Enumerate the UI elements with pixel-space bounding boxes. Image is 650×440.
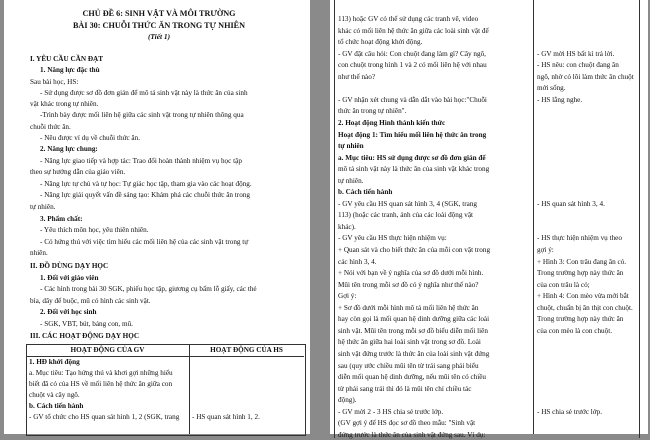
body-line: tự nhiên.: [30, 203, 56, 211]
table-gv-line: 2. Hoạt động Hình thành kiến thức: [338, 118, 446, 127]
table-hs-line: gợi ý:: [537, 246, 554, 254]
body-line: II. ĐỒ DÙNG DẠY HỌC: [30, 262, 109, 270]
body-line: -Trình bày được mối liên hệ giữa các sinh vật trong tự nhiên thông qua: [40, 111, 244, 119]
body-line: 2. Đối với học sinh: [40, 308, 97, 316]
body-line: III. CÁC HOẠT ĐỘNG DẠY HỌC: [30, 332, 140, 340]
table-header-rule: [26, 356, 304, 357]
table-gv-line: - GV đặt câu hỏi: Con chuột đang làm gì? Cây ngô,: [338, 49, 486, 58]
table-gv-line: - GV mời 2 - 3 HS chia sẻ trước lớp.: [338, 407, 444, 416]
table-gv-line: sinh vật đứng trước là thức ăn của loài sinh vật đứng: [338, 349, 490, 358]
body-line: I. YÊU CẦU CẦN ĐẠT: [30, 55, 104, 63]
table-gv-line: khác).: [338, 222, 356, 231]
table-gv-line: + Quan sát và cho biết thức ăn của mỗi con vật trong: [338, 246, 491, 254]
body-line: 2. Năng lực chung:: [40, 145, 98, 153]
page-2: [330, 0, 648, 439]
body-line: - SGK, VBT, bút, bảng con, mũ.: [40, 320, 133, 328]
table-divider: [189, 344, 190, 434]
table-hs-line: của con mèo là con chuột.: [537, 326, 613, 335]
table-gv-line: + Sơ đồ dưới mỗi hình mô tả mối liên hệ thức ăn: [338, 303, 479, 312]
body-line: 1. Đối với giáo viên: [40, 274, 99, 282]
table-hs-line: của con trâu là cỏ;: [537, 280, 590, 289]
table-hs-line: - HS chia sẻ trước lớp.: [537, 407, 602, 416]
table-gv-line: sau (quy ước chiều mũi tên từ trái sang phải biểu: [338, 361, 479, 370]
table-hs-line: Trong trường hợp này thức ăn: [537, 269, 624, 278]
body-line: - Các hình trong bài 30 SGK, phiếu học tập, giương cụ bấm lỗ giấy, các thẻ: [40, 285, 257, 293]
table-gv-line: tự nhiên: [338, 142, 364, 151]
table-gv-line: 113) hoặc GV có thể sử dụng các tranh vẽ, video: [338, 15, 479, 23]
table-divider: [533, 0, 534, 434]
table-gv-line: - GV yêu cầu HS thực hiện nhiệm vụ:: [338, 234, 447, 243]
body-line: Sau bài học, HS:: [30, 78, 79, 86]
table-hs-line: - HS nêu: con chuột đang ăn: [537, 61, 619, 70]
body-line: - Có hứng thú với việc tìm hiểu các mối liên hệ của các sinh vật trong tự: [40, 238, 249, 246]
table-gv-line: mô tả sinh vật này là thức ăn của sinh vật khác trong: [338, 165, 490, 174]
page-title-line: CHỦ ĐỀ 6: SINH VẬT VÀ MÔI TRƯỜNG: [82, 9, 236, 18]
table-gv-line: con chuột trong hình 1 và 2 có mối liên hệ với nhau: [338, 61, 487, 70]
table-gv-line: b. Cách tiến hành: [29, 402, 84, 410]
table-gv-line: hệ thức ăn giữa hai loài sinh vật trong sơ đồ. Loài: [338, 338, 481, 347]
table-gv-line: như thế nào?: [338, 72, 376, 81]
table-gv-line: - GV yêu cầu HS quan sát hình 3, 4 (SGK, trang: [338, 199, 478, 208]
table-gv-line: diễn mối quan hệ dinh dưỡng, nếu mũi tên có chiều: [338, 373, 487, 382]
page-title-line: (Tiết 1): [147, 32, 171, 41]
table-gv-line: động).: [338, 396, 357, 405]
table-gv-line: tổ chức hoạt động khởi động.: [338, 38, 423, 47]
table-hs-line: - HS quan sát hình 3, 4.: [537, 199, 605, 208]
body-line: - Năng lực tự chủ và tự học: Tự giác học tập, tham gia vào các hoạt động.: [40, 180, 252, 188]
table-gv-line: biết đã có của HS về mối liên hệ thức ăn giữa con: [29, 380, 173, 388]
table-hs-line: - GV mời HS bất kì trả lời.: [537, 49, 615, 58]
table-gv-line: sinh vật. Mũi tên trong mỗi sơ đồ biểu diễn mối liên: [338, 326, 488, 335]
table-gv-line: từ phải sang trái thì đó là mũi tên chỉ chiều tác: [338, 384, 472, 393]
table-gv-line: (GV gợi ý để HS đọc sơ đồ theo mẫu: "Sinh vật: [338, 419, 476, 428]
table-gv-line: a. Mục tiêu: HS sử dụng được sơ đồ đơn giản để: [338, 153, 486, 162]
body-line: chuỗi thức ăn.: [30, 123, 71, 131]
table-hs-line: - HS lắng nghe.: [537, 95, 583, 104]
table-gv-line: thức ăn trong tự nhiên".: [338, 107, 407, 116]
body-line: theo sự hướng dẫn của giáo viên.: [30, 168, 126, 176]
table-gv-line: tự nhiên.: [338, 176, 364, 185]
body-line: - Sử dụng được sơ đồ đơn giản để mô tả sinh vật này là thức ăn của sinh: [40, 89, 248, 97]
table-gv-line: Mũi tên trong mỗi sơ đồ có ý nghĩa như thế nào?: [338, 280, 479, 289]
page-1: [4, 0, 310, 434]
table-gv-line: a. Mục tiêu: Tạo hứng thú và khơi gợi những hiểu: [29, 369, 173, 377]
body-line: 1. Năng lực đặc thù: [40, 66, 100, 74]
table-gv-line: Hoạt động 1: Tìm hiểu mối liên hệ thức ăn trong: [338, 130, 487, 139]
table-gv-line: 113) (hoặc các tranh, ảnh của các loài động vật: [338, 211, 474, 220]
body-line: bìa, dây để buộc, mũ có hình các sinh vật.: [30, 297, 151, 305]
body-line: vật khác trong tự nhiên.: [30, 100, 99, 108]
table-hs-line: - HS thực hiện nhiệm vụ theo: [537, 234, 622, 243]
table-gv-line: 1. HĐ khởi động: [29, 358, 80, 366]
table-gv-line: Gợi ý:: [338, 292, 357, 301]
body-line: 3. Phẩm chất:: [40, 215, 83, 223]
table-gv-line: các hình 3, 4.: [338, 257, 377, 266]
table-gv-line: chuột và cây ngô.: [29, 391, 80, 399]
table-gv-line: hay còn gọi là mối quan hệ dinh dưỡng giữa các loài: [338, 315, 490, 324]
body-line: - Nêu được ví dụ về chuỗi thức ăn.: [40, 134, 141, 142]
table-hs-line: mới sống.: [537, 84, 566, 93]
table-hs-line: chuột, chuẩn bị ăn thịt con chuột.: [537, 303, 633, 312]
page-title-line: BÀI 30: CHUỖI THỨC ĂN TRONG TỰ NHIÊN: [72, 21, 246, 30]
body-line: - Năng lực giải quyết vấn đề sáng tạo: Khám phá các chuỗi thức ăn trong: [40, 191, 250, 199]
table-hs-line: + Hình 4: Con mèo vừa mới bắt: [537, 292, 629, 301]
table-hs-line: ngô, nhờ có lõi làm thức ăn chuột: [537, 72, 634, 81]
body-line: nhiên.: [30, 249, 48, 257]
body-line: - Yêu thích môn học, yêu thiên nhiên.: [40, 226, 149, 234]
table-hs-line: + Hình 3: Con trâu đang ăn cỏ.: [537, 257, 627, 266]
table-gv-line: - GV tổ chức cho HS quan sát hình 1, 2 (SGK, trang: [29, 413, 180, 421]
table-gv-line: khác có mối liên hệ thức ăn giữa các loài sinh vật để: [338, 26, 489, 35]
table-gv-line: đứng trước là thức ăn của sinh vật đứng sau. Ví dụ:: [338, 430, 486, 439]
table-gv-line: + Nói với bạn về ý nghĩa của sơ đồ dưới mỗi hình.: [338, 269, 484, 278]
table-hs-line: Trong trường hợp này thức ăn: [537, 315, 624, 324]
table-header-hs: HOẠT ĐỘNG CỦA HS: [210, 346, 283, 354]
table-gv-line: b. Cách tiến hành: [338, 188, 393, 197]
table-gv-line: - GV nhận xét chung và dẫn dắt vào bài học:"Chuỗi: [338, 95, 487, 104]
table-hs-line: - HS quan sát hình 1, 2.: [192, 413, 260, 421]
body-line: - Năng lực giao tiếp và hợp tác: Trao đổi hoàn thành nhiệm vụ học tập: [40, 157, 242, 165]
table-header-gv: HOẠT ĐỘNG CỦA GV: [70, 346, 145, 354]
